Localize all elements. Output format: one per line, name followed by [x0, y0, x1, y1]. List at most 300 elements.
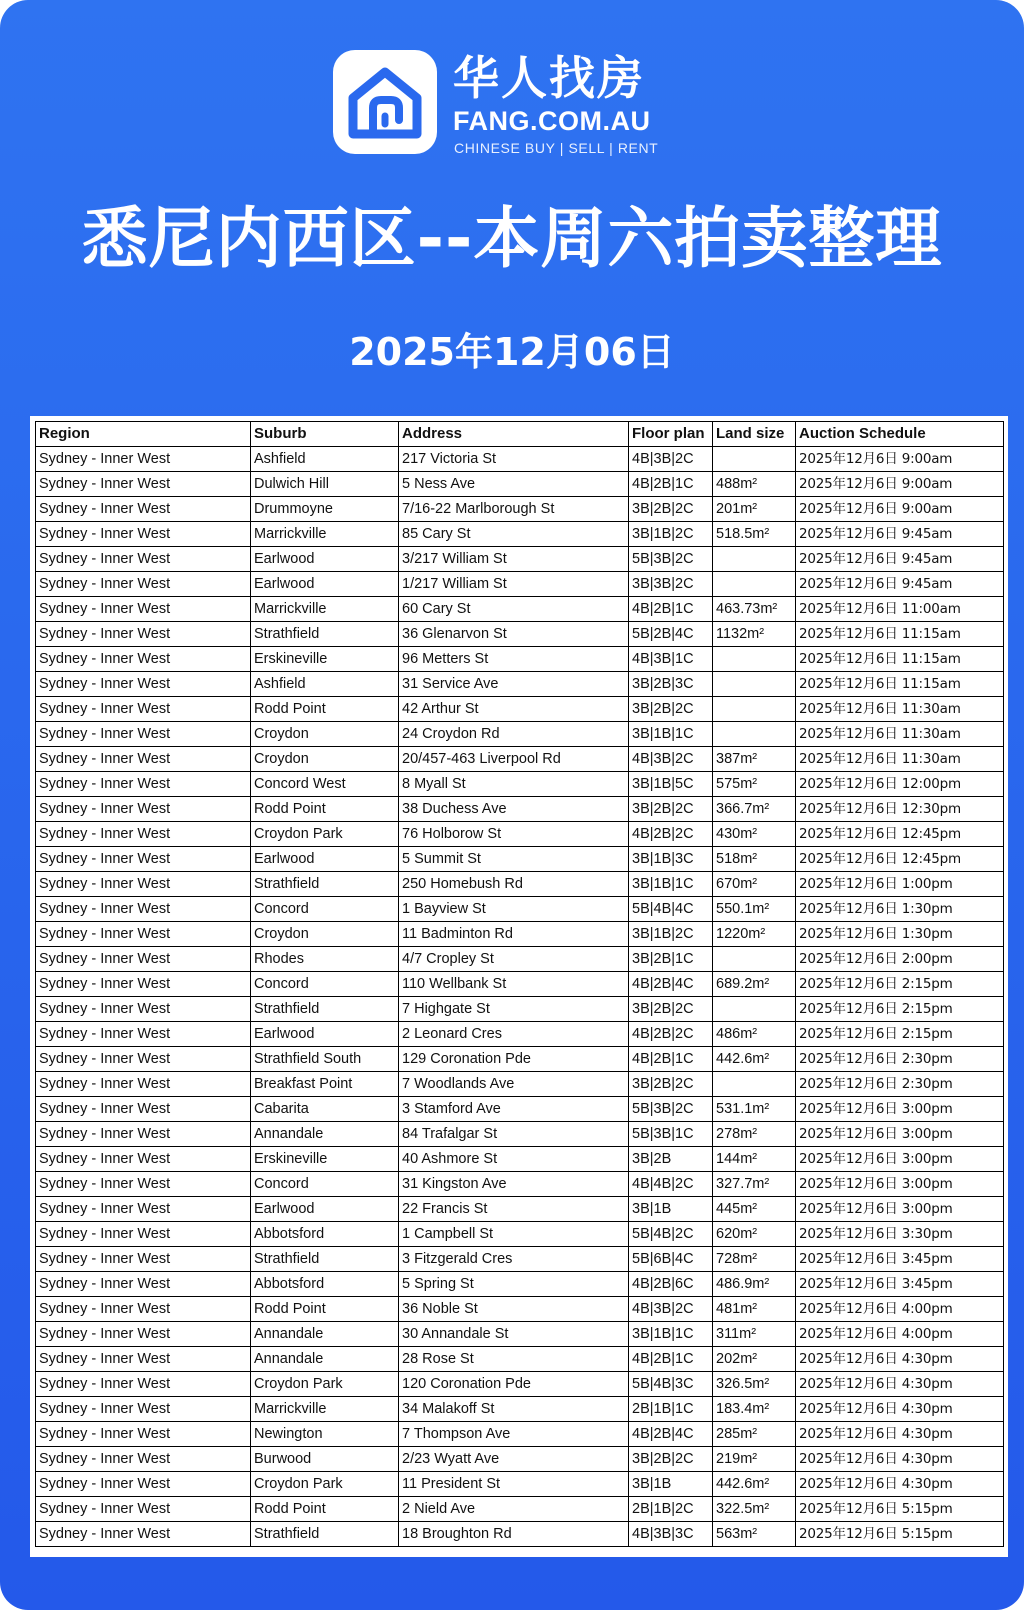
- cell-floor-plan: 3B|2B: [629, 1147, 713, 1172]
- cell-land-size: [713, 697, 796, 722]
- cell-region: Sydney - Inner West: [36, 797, 251, 822]
- cell-region: Sydney - Inner West: [36, 1497, 251, 1522]
- cell-address: 7/16-22 Marlborough St: [399, 497, 629, 522]
- cell-auction-schedule: 2025年12月6日 4:00pm: [796, 1297, 1004, 1322]
- cell-auction-schedule: 2025年12月6日 12:45pm: [796, 847, 1004, 872]
- cell-land-size: 285m²: [713, 1422, 796, 1447]
- cell-floor-plan: 5B|4B|2C: [629, 1222, 713, 1247]
- cell-region: Sydney - Inner West: [36, 672, 251, 697]
- cell-land-size: 518m²: [713, 847, 796, 872]
- cell-suburb: Strathfield: [251, 1522, 399, 1547]
- header-address: Address: [399, 422, 629, 447]
- cell-suburb: Strathfield: [251, 872, 399, 897]
- cell-address: 250 Homebush Rd: [399, 872, 629, 897]
- table-row: [36, 1072, 1004, 1097]
- cell-auction-schedule: 2025年12月6日 12:30pm: [796, 797, 1004, 822]
- cell-region: Sydney - Inner West: [36, 1272, 251, 1297]
- cell-suburb: Croydon: [251, 722, 399, 747]
- cell-region: Sydney - Inner West: [36, 1022, 251, 1047]
- cell-address: 120 Coronation Pde: [399, 1372, 629, 1397]
- cell-address: 96 Metters St: [399, 647, 629, 672]
- cell-address: 36 Noble St: [399, 1297, 629, 1322]
- cell-land-size: 183.4m²: [713, 1397, 796, 1422]
- cell-auction-schedule: 2025年12月6日 5:15pm: [796, 1522, 1004, 1547]
- cell-auction-schedule: 2025年12月6日 3:45pm: [796, 1247, 1004, 1272]
- cell-auction-schedule: 2025年12月6日 3:00pm: [796, 1172, 1004, 1197]
- cell-auction-schedule: 2025年12月6日 9:45am: [796, 547, 1004, 572]
- cell-region: Sydney - Inner West: [36, 1322, 251, 1347]
- table-row: [36, 1447, 1004, 1472]
- cell-land-size: 326.5m²: [713, 1372, 796, 1397]
- cell-region: Sydney - Inner West: [36, 1522, 251, 1547]
- cell-land-size: 442.6m²: [713, 1047, 796, 1072]
- cell-suburb: Croydon: [251, 922, 399, 947]
- cell-address: 7 Woodlands Ave: [399, 1072, 629, 1097]
- cell-floor-plan: 5B|3B|2C: [629, 547, 713, 572]
- cell-auction-schedule: 2025年12月6日 11:00am: [796, 597, 1004, 622]
- table-row: [36, 897, 1004, 922]
- cell-auction-schedule: 2025年12月6日 11:30am: [796, 697, 1004, 722]
- cell-auction-schedule: 2025年12月6日 9:45am: [796, 572, 1004, 597]
- table-row: [36, 847, 1004, 872]
- cell-auction-schedule: 2025年12月6日 2:15pm: [796, 1022, 1004, 1047]
- table-row: [36, 1297, 1004, 1322]
- table-row: [36, 1472, 1004, 1497]
- cell-floor-plan: 4B|3B|1C: [629, 647, 713, 672]
- cell-address: 22 Francis St: [399, 1197, 629, 1222]
- cell-suburb: Concord: [251, 1172, 399, 1197]
- cell-floor-plan: 3B|2B|2C: [629, 497, 713, 522]
- cell-land-size: 481m²: [713, 1297, 796, 1322]
- cell-address: 18 Broughton Rd: [399, 1522, 629, 1547]
- cell-floor-plan: 3B|3B|2C: [629, 572, 713, 597]
- cell-land-size: 689.2m²: [713, 972, 796, 997]
- cell-suburb: Drummoyne: [251, 497, 399, 522]
- cell-land-size: 486m²: [713, 1022, 796, 1047]
- cell-suburb: Burwood: [251, 1447, 399, 1472]
- table-row: [36, 622, 1004, 647]
- cell-region: Sydney - Inner West: [36, 647, 251, 672]
- cell-region: Sydney - Inner West: [36, 922, 251, 947]
- table-row: [36, 447, 1004, 472]
- table-row: [36, 1197, 1004, 1222]
- table-row: [36, 1172, 1004, 1197]
- cell-suburb: Concord West: [251, 772, 399, 797]
- cell-floor-plan: 3B|2B|2C: [629, 997, 713, 1022]
- cell-auction-schedule: 2025年12月6日 4:30pm: [796, 1422, 1004, 1447]
- cell-floor-plan: 3B|2B|2C: [629, 1447, 713, 1472]
- cell-suburb: Croydon Park: [251, 1372, 399, 1397]
- cell-floor-plan: 4B|2B|6C: [629, 1272, 713, 1297]
- cell-auction-schedule: 2025年12月6日 9:00am: [796, 472, 1004, 497]
- cell-land-size: 445m²: [713, 1197, 796, 1222]
- cell-region: Sydney - Inner West: [36, 897, 251, 922]
- cell-land-size: 201m²: [713, 497, 796, 522]
- cell-region: Sydney - Inner West: [36, 1447, 251, 1472]
- cell-auction-schedule: 2025年12月6日 3:00pm: [796, 1147, 1004, 1172]
- table-header-row: [36, 422, 1004, 447]
- table-row: [36, 747, 1004, 772]
- cell-address: 129 Coronation Pde: [399, 1047, 629, 1072]
- cell-suburb: Concord: [251, 897, 399, 922]
- cell-land-size: [713, 547, 796, 572]
- cell-floor-plan: 3B|1B|3C: [629, 847, 713, 872]
- cell-land-size: 670m²: [713, 872, 796, 897]
- cell-suburb: Rodd Point: [251, 697, 399, 722]
- cell-region: Sydney - Inner West: [36, 997, 251, 1022]
- cell-region: Sydney - Inner West: [36, 597, 251, 622]
- cell-floor-plan: 3B|1B: [629, 1472, 713, 1497]
- cell-auction-schedule: 2025年12月6日 12:45pm: [796, 822, 1004, 847]
- cell-region: Sydney - Inner West: [36, 772, 251, 797]
- cell-suburb: Strathfield: [251, 622, 399, 647]
- cell-address: 7 Highgate St: [399, 997, 629, 1022]
- cell-region: Sydney - Inner West: [36, 1222, 251, 1247]
- cell-floor-plan: 4B|3B|2C: [629, 1297, 713, 1322]
- cell-address: 217 Victoria St: [399, 447, 629, 472]
- cell-region: Sydney - Inner West: [36, 1147, 251, 1172]
- cell-floor-plan: 5B|4B|4C: [629, 897, 713, 922]
- table-row: [36, 1422, 1004, 1447]
- cell-address: 20/457-463 Liverpool Rd: [399, 747, 629, 772]
- table-row: [36, 547, 1004, 572]
- cell-address: 110 Wellbank St: [399, 972, 629, 997]
- cell-suburb: Rhodes: [251, 947, 399, 972]
- cell-region: Sydney - Inner West: [36, 447, 251, 472]
- cell-land-size: 488m²: [713, 472, 796, 497]
- cell-land-size: 366.7m²: [713, 797, 796, 822]
- cell-land-size: 518.5m²: [713, 522, 796, 547]
- table-row: [36, 1322, 1004, 1347]
- cell-address: 24 Croydon Rd: [399, 722, 629, 747]
- table-row: [36, 672, 1004, 697]
- cell-land-size: [713, 647, 796, 672]
- cell-land-size: 1220m²: [713, 922, 796, 947]
- cell-land-size: 327.7m²: [713, 1172, 796, 1197]
- cell-region: Sydney - Inner West: [36, 472, 251, 497]
- cell-suburb: Marrickville: [251, 522, 399, 547]
- cell-region: Sydney - Inner West: [36, 1347, 251, 1372]
- header-auction-schedule: Auction Schedule: [796, 422, 1004, 447]
- cell-suburb: Earlwood: [251, 572, 399, 597]
- page-date: 2025年12月06日: [349, 330, 675, 374]
- cell-suburb: Ashfield: [251, 672, 399, 697]
- cell-suburb: Annandale: [251, 1122, 399, 1147]
- cell-land-size: [713, 672, 796, 697]
- cell-land-size: 202m²: [713, 1347, 796, 1372]
- cell-floor-plan: 5B|4B|3C: [629, 1372, 713, 1397]
- cell-suburb: Croydon Park: [251, 822, 399, 847]
- brand-tagline: CHINESE BUY | SELL | RENT: [454, 140, 659, 156]
- cell-auction-schedule: 2025年12月6日 4:30pm: [796, 1347, 1004, 1372]
- cell-floor-plan: 5B|3B|1C: [629, 1122, 713, 1147]
- cell-address: 40 Ashmore St: [399, 1147, 629, 1172]
- cell-floor-plan: 4B|2B|2C: [629, 1022, 713, 1047]
- cell-land-size: 322.5m²: [713, 1497, 796, 1522]
- cell-auction-schedule: 2025年12月6日 4:00pm: [796, 1322, 1004, 1347]
- cell-floor-plan: 5B|2B|4C: [629, 622, 713, 647]
- cell-floor-plan: 4B|3B|2C: [629, 747, 713, 772]
- cell-floor-plan: 4B|2B|2C: [629, 822, 713, 847]
- cell-address: 11 President St: [399, 1472, 629, 1497]
- cell-suburb: Strathfield South: [251, 1047, 399, 1072]
- table-row: [36, 947, 1004, 972]
- cell-address: 36 Glenarvon St: [399, 622, 629, 647]
- cell-region: Sydney - Inner West: [36, 1297, 251, 1322]
- table-row: [36, 1397, 1004, 1422]
- cell-auction-schedule: 2025年12月6日 1:30pm: [796, 897, 1004, 922]
- cell-region: Sydney - Inner West: [36, 972, 251, 997]
- cell-address: 38 Duchess Ave: [399, 797, 629, 822]
- cell-auction-schedule: 2025年12月6日 4:30pm: [796, 1397, 1004, 1422]
- cell-auction-schedule: 2025年12月6日 9:45am: [796, 522, 1004, 547]
- header-land-size: Land size: [713, 422, 796, 447]
- cell-region: Sydney - Inner West: [36, 497, 251, 522]
- cell-floor-plan: 4B|2B|1C: [629, 1047, 713, 1072]
- table-row: [36, 522, 1004, 547]
- cell-auction-schedule: 2025年12月6日 9:00am: [796, 447, 1004, 472]
- cell-floor-plan: 3B|1B|1C: [629, 872, 713, 897]
- header-region: Region: [36, 422, 251, 447]
- cell-suburb: Strathfield: [251, 1247, 399, 1272]
- cell-auction-schedule: 2025年12月6日 5:15pm: [796, 1497, 1004, 1522]
- cell-region: Sydney - Inner West: [36, 1072, 251, 1097]
- table-row: [36, 797, 1004, 822]
- header-suburb: Suburb: [251, 422, 399, 447]
- cell-region: Sydney - Inner West: [36, 1097, 251, 1122]
- page-title: 悉尼内西区--本周六拍卖整理: [81, 200, 943, 277]
- cell-suburb: Erskineville: [251, 1147, 399, 1172]
- cell-land-size: 387m²: [713, 747, 796, 772]
- table-row: [36, 1147, 1004, 1172]
- cell-land-size: 219m²: [713, 1447, 796, 1472]
- cell-suburb: Abbotsford: [251, 1222, 399, 1247]
- cell-land-size: 486.9m²: [713, 1272, 796, 1297]
- cell-auction-schedule: 2025年12月6日 3:45pm: [796, 1272, 1004, 1297]
- cell-auction-schedule: 2025年12月6日 9:00am: [796, 497, 1004, 522]
- cell-land-size: 463.73m²: [713, 597, 796, 622]
- table-row: [36, 697, 1004, 722]
- cell-suburb: Croydon Park: [251, 1472, 399, 1497]
- cell-auction-schedule: 2025年12月6日 3:00pm: [796, 1122, 1004, 1147]
- cell-suburb: Marrickville: [251, 1397, 399, 1422]
- cell-auction-schedule: 2025年12月6日 2:15pm: [796, 972, 1004, 997]
- cell-floor-plan: 3B|1B|5C: [629, 772, 713, 797]
- table-row: [36, 922, 1004, 947]
- cell-floor-plan: 3B|2B|2C: [629, 697, 713, 722]
- cell-suburb: Erskineville: [251, 647, 399, 672]
- cell-land-size: [713, 572, 796, 597]
- cell-auction-schedule: 2025年12月6日 3:00pm: [796, 1197, 1004, 1222]
- cell-address: 11 Badminton Rd: [399, 922, 629, 947]
- cell-region: Sydney - Inner West: [36, 1047, 251, 1072]
- cell-region: Sydney - Inner West: [36, 572, 251, 597]
- cell-region: Sydney - Inner West: [36, 1247, 251, 1272]
- cell-suburb: Earlwood: [251, 547, 399, 572]
- table-row: [36, 1122, 1004, 1147]
- cell-suburb: Croydon: [251, 747, 399, 772]
- cell-auction-schedule: 2025年12月6日 3:30pm: [796, 1222, 1004, 1247]
- table-row: [36, 1372, 1004, 1397]
- cell-region: Sydney - Inner West: [36, 1422, 251, 1447]
- cell-address: 28 Rose St: [399, 1347, 629, 1372]
- cell-land-size: [713, 1072, 796, 1097]
- cell-address: 85 Cary St: [399, 522, 629, 547]
- cell-suburb: Earlwood: [251, 1022, 399, 1047]
- cell-suburb: Abbotsford: [251, 1272, 399, 1297]
- table-row: [36, 1022, 1004, 1047]
- cell-floor-plan: 4B|2B|4C: [629, 1422, 713, 1447]
- cell-auction-schedule: 2025年12月6日 2:30pm: [796, 1072, 1004, 1097]
- brand-header: [333, 50, 673, 160]
- cell-floor-plan: 5B|6B|4C: [629, 1247, 713, 1272]
- cell-address: 2 Nield Ave: [399, 1497, 629, 1522]
- cell-address: 34 Malakoff St: [399, 1397, 629, 1422]
- cell-auction-schedule: 2025年12月6日 2:00pm: [796, 947, 1004, 972]
- cell-address: 4/7 Cropley St: [399, 947, 629, 972]
- cell-floor-plan: 4B|2B|1C: [629, 1347, 713, 1372]
- cell-auction-schedule: 2025年12月6日 4:30pm: [796, 1447, 1004, 1472]
- cell-address: 5 Summit St: [399, 847, 629, 872]
- cell-region: Sydney - Inner West: [36, 722, 251, 747]
- cell-address: 1 Bayview St: [399, 897, 629, 922]
- cell-auction-schedule: 2025年12月6日 11:15am: [796, 672, 1004, 697]
- table-row: [36, 722, 1004, 747]
- cell-floor-plan: 4B|2B|4C: [629, 972, 713, 997]
- cell-suburb: Cabarita: [251, 1097, 399, 1122]
- cell-region: Sydney - Inner West: [36, 522, 251, 547]
- cell-region: Sydney - Inner West: [36, 947, 251, 972]
- cell-land-size: 1132m²: [713, 622, 796, 647]
- cell-region: Sydney - Inner West: [36, 547, 251, 572]
- cell-auction-schedule: 2025年12月6日 4:30pm: [796, 1472, 1004, 1497]
- cell-auction-schedule: 2025年12月6日 11:30am: [796, 722, 1004, 747]
- cell-floor-plan: 4B|4B|2C: [629, 1172, 713, 1197]
- cell-address: 2/23 Wyatt Ave: [399, 1447, 629, 1472]
- cell-region: Sydney - Inner West: [36, 1472, 251, 1497]
- cell-floor-plan: 2B|1B|2C: [629, 1497, 713, 1522]
- cell-auction-schedule: 2025年12月6日 3:00pm: [796, 1097, 1004, 1122]
- cell-address: 3 Stamford Ave: [399, 1097, 629, 1122]
- cell-land-size: 442.6m²: [713, 1472, 796, 1497]
- cell-suburb: Rodd Point: [251, 797, 399, 822]
- cell-auction-schedule: 2025年12月6日 2:15pm: [796, 997, 1004, 1022]
- cell-suburb: Ashfield: [251, 447, 399, 472]
- cell-suburb: Earlwood: [251, 847, 399, 872]
- cell-address: 8 Myall St: [399, 772, 629, 797]
- cell-region: Sydney - Inner West: [36, 1172, 251, 1197]
- table-row: [36, 1347, 1004, 1372]
- cell-auction-schedule: 2025年12月6日 11:15am: [796, 647, 1004, 672]
- table-row: [36, 1247, 1004, 1272]
- cell-suburb: Rodd Point: [251, 1297, 399, 1322]
- cell-land-size: [713, 947, 796, 972]
- cell-land-size: 144m²: [713, 1147, 796, 1172]
- cell-suburb: Earlwood: [251, 1197, 399, 1222]
- header-floor-plan: Floor plan: [629, 422, 713, 447]
- cell-suburb: Newington: [251, 1422, 399, 1447]
- cell-auction-schedule: 2025年12月6日 11:15am: [796, 622, 1004, 647]
- cell-auction-schedule: 2025年12月6日 2:30pm: [796, 1047, 1004, 1072]
- cell-suburb: Marrickville: [251, 597, 399, 622]
- cell-floor-plan: 3B|1B|1C: [629, 722, 713, 747]
- brand-name-cn: 华人找房: [453, 51, 645, 105]
- house-logo-icon: [333, 50, 437, 154]
- table-row: [36, 1097, 1004, 1122]
- table-row: [36, 647, 1004, 672]
- cell-floor-plan: 3B|1B: [629, 1197, 713, 1222]
- table-row: [36, 572, 1004, 597]
- cell-floor-plan: 4B|2B|1C: [629, 597, 713, 622]
- cell-address: 31 Service Ave: [399, 672, 629, 697]
- cell-region: Sydney - Inner West: [36, 1197, 251, 1222]
- cell-floor-plan: 3B|2B|1C: [629, 947, 713, 972]
- cell-suburb: Concord: [251, 972, 399, 997]
- cell-floor-plan: 3B|1B|1C: [629, 1322, 713, 1347]
- auction-table-container: [30, 416, 1008, 1557]
- table-row: [36, 1047, 1004, 1072]
- cell-region: Sydney - Inner West: [36, 1372, 251, 1397]
- cell-auction-schedule: 2025年12月6日 1:00pm: [796, 872, 1004, 897]
- cell-floor-plan: 5B|3B|2C: [629, 1097, 713, 1122]
- cell-auction-schedule: 2025年12月6日 11:30am: [796, 747, 1004, 772]
- cell-suburb: Annandale: [251, 1322, 399, 1347]
- cell-floor-plan: 3B|1B|2C: [629, 922, 713, 947]
- cell-floor-plan: 3B|1B|2C: [629, 522, 713, 547]
- cell-address: 76 Holborow St: [399, 822, 629, 847]
- table-row: [36, 597, 1004, 622]
- cell-region: Sydney - Inner West: [36, 1397, 251, 1422]
- table-body: [36, 447, 1004, 1547]
- cell-address: 2 Leonard Cres: [399, 1022, 629, 1047]
- cell-address: 3 Fitzgerald Cres: [399, 1247, 629, 1272]
- table-row: [36, 822, 1004, 847]
- cell-land-size: 550.1m²: [713, 897, 796, 922]
- cell-suburb: Strathfield: [251, 997, 399, 1022]
- cell-floor-plan: 4B|3B|2C: [629, 447, 713, 472]
- cell-land-size: 728m²: [713, 1247, 796, 1272]
- cell-address: 30 Annandale St: [399, 1322, 629, 1347]
- table-row: [36, 1497, 1004, 1522]
- table-row: [36, 872, 1004, 897]
- auction-table: [35, 421, 1004, 1547]
- table-row: [36, 472, 1004, 497]
- cell-land-size: 430m²: [713, 822, 796, 847]
- cell-floor-plan: 3B|2B|3C: [629, 672, 713, 697]
- cell-land-size: [713, 722, 796, 747]
- cell-region: Sydney - Inner West: [36, 847, 251, 872]
- table-row: [36, 772, 1004, 797]
- cell-auction-schedule: 2025年12月6日 4:30pm: [796, 1372, 1004, 1397]
- cell-address: 1 Campbell St: [399, 1222, 629, 1247]
- cell-address: 31 Kingston Ave: [399, 1172, 629, 1197]
- cell-suburb: Breakfast Point: [251, 1072, 399, 1097]
- cell-floor-plan: 4B|2B|1C: [629, 472, 713, 497]
- cell-land-size: 531.1m²: [713, 1097, 796, 1122]
- brand-name-en: FANG.COM.AU: [453, 106, 651, 136]
- cell-land-size: 575m²: [713, 772, 796, 797]
- cell-region: Sydney - Inner West: [36, 697, 251, 722]
- table-row: [36, 997, 1004, 1022]
- cell-region: Sydney - Inner West: [36, 622, 251, 647]
- cell-auction-schedule: 2025年12月6日 12:00pm: [796, 772, 1004, 797]
- cell-land-size: 311m²: [713, 1322, 796, 1347]
- cell-address: 7 Thompson Ave: [399, 1422, 629, 1447]
- table-row: [36, 972, 1004, 997]
- table-row: [36, 1522, 1004, 1547]
- cell-address: 60 Cary St: [399, 597, 629, 622]
- cell-address: 5 Ness Ave: [399, 472, 629, 497]
